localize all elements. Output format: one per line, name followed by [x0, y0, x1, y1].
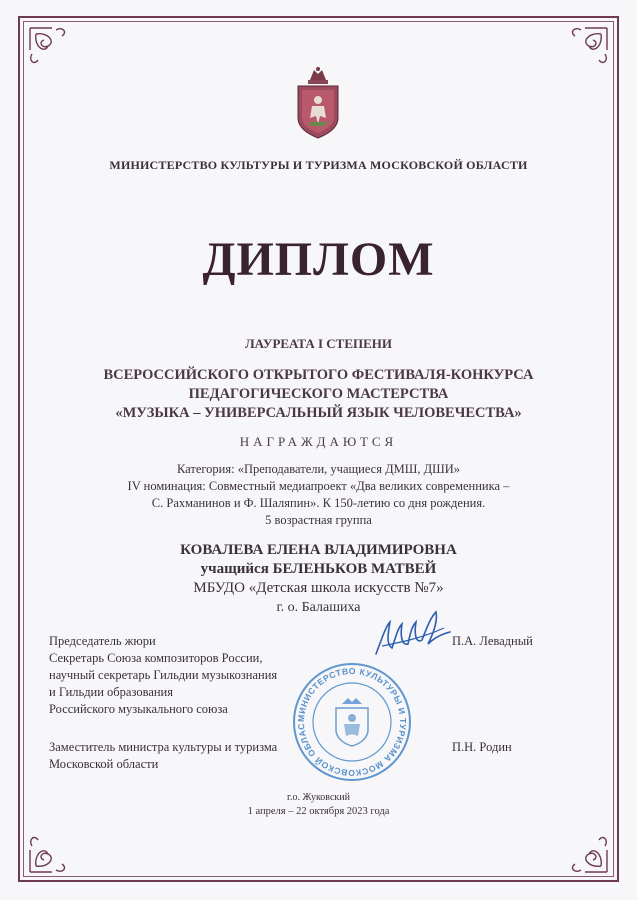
- coat-of-arms-emblem: [294, 66, 342, 140]
- corner-ornament-top-right: [565, 24, 611, 70]
- awarded-label: НАГРАЖДАЮТСЯ: [239, 434, 398, 449]
- official-stamp: [290, 660, 414, 784]
- handwritten-signature: [372, 608, 454, 660]
- laureate-degree: ЛАУРЕАТА I СТЕПЕНИ: [244, 336, 393, 351]
- student-name: учащийся БЕЛЕНЬКОВ МАТВЕЙ: [200, 561, 437, 577]
- jury-title-line: Председатель жюри: [49, 634, 156, 648]
- festival-name-line: «МУЗЫКА – УНИВЕРСАЛЬНЫЙ ЯЗЫК ЧЕЛОВЕЧЕСТВА»: [115, 405, 522, 421]
- deputy-title-line: Заместитель министра культуры и туризма: [49, 740, 278, 754]
- school-name: МБУДО «Детская школа искусств №7»: [193, 580, 444, 596]
- ministry-heading: МИНИСТЕРСТВО КУЛЬТУРЫ И ТУРИЗМА МОСКОВСКОЙ ОБЛАСТИ: [109, 158, 528, 172]
- corner-ornament-bottom-right: [565, 830, 611, 876]
- age-group-line: 5 возрастная группа: [265, 513, 372, 527]
- category-line: Категория: «Преподаватели, учащиеся ДМШ, ДШИ»: [176, 462, 461, 476]
- deputy-title-line: Московской области: [49, 757, 159, 771]
- jury-chair-name: П.А. Левадный: [452, 634, 533, 648]
- jury-title-line: Российского музыкального союза: [49, 702, 228, 716]
- nomination-line: IV номинация: Совместный медиапроект «Два великих современника –: [127, 479, 510, 493]
- diploma-title: ДИПЛОМ: [202, 233, 435, 286]
- jury-title-line: и Гильдии образования: [49, 685, 173, 699]
- city-name: г. о. Балашиха: [276, 600, 361, 615]
- deputy-minister-name: П.Н. Родин: [452, 740, 512, 754]
- event-place: г.о. Жуковский: [287, 792, 350, 803]
- stamp-ring-text: МИНИСТЕРСТВО КУЛЬТУРЫ И ТУРИЗМА МОСКОВСКОЙ ОБЛАС: [295, 665, 409, 779]
- jury-title-line: научный секретарь Гильдии музыкознания: [49, 668, 278, 682]
- corner-ornament-bottom-left: [26, 830, 72, 876]
- nomination-line: С. Рахманинов и Ф. Шаляпин». К 150-летию со дня рождения.: [151, 496, 486, 510]
- festival-name-line: ВСЕРОССИЙСКОГО ОТКРЫТОГО ФЕСТИВАЛЯ-КОНКУРСА: [103, 367, 534, 383]
- corner-ornament-top-left: [26, 24, 72, 70]
- festival-name-line: ПЕДАГОГИЧЕСКОГО МАСТЕРСТВА: [188, 386, 449, 402]
- event-dates: 1 апреля – 22 октября 2023 года: [247, 806, 390, 817]
- teacher-name: КОВАЛЕВА ЕЛЕНА ВЛАДИМИРОВНА: [180, 542, 457, 558]
- jury-title-line: Секретарь Союза композиторов России,: [49, 651, 263, 665]
